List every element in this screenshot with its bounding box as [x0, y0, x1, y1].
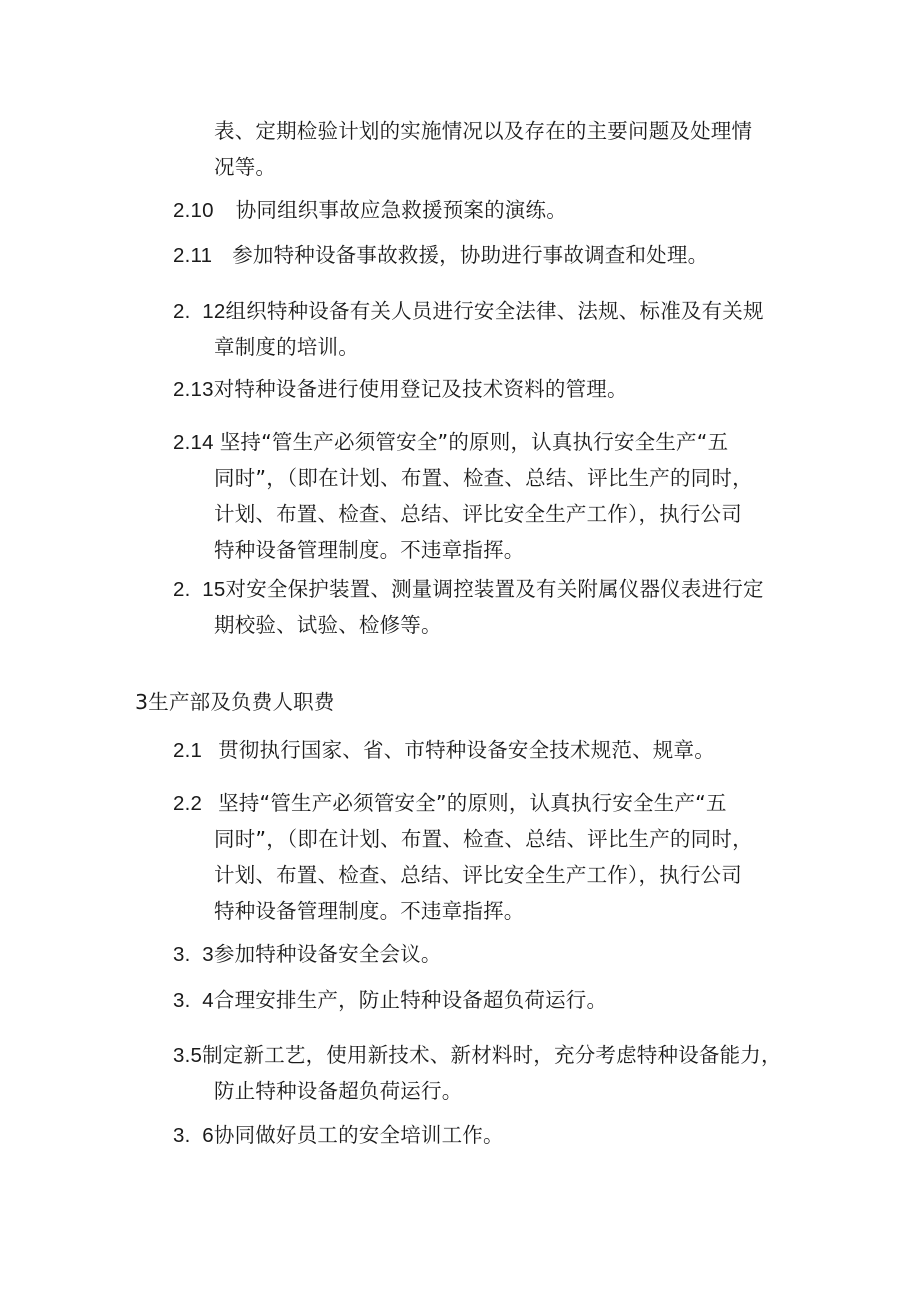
item-text: 坚持“管生产必须管安全”的原则，认真执行安全生产“五 [218, 791, 727, 815]
item-text-continuation: 期校验、试验、检修等。 [214, 613, 442, 637]
paragraph-continuation-line: 表、定期检验计划的实施情况以及存在的主要问题及处理情 [214, 119, 753, 143]
item-text-continuation: 章制度的培训。 [214, 335, 359, 359]
item-text: 贯彻执行国家、省、市特种设备安全技术规范、规章。 [218, 738, 715, 762]
list-item [173, 375, 628, 404]
item-number: 2. 15 [173, 578, 226, 601]
item-number: 2.14 [173, 431, 214, 454]
item-number: 2.10 [173, 199, 214, 222]
item-text-continuation: 特种设备管理制度。不违章指挥。 [214, 538, 525, 562]
section-heading: 3生产部及负费人职费 [135, 690, 335, 714]
list-item [173, 789, 727, 818]
item-text: 参加特种设备事故救援，协助进行事故调查和处理。 [232, 243, 709, 267]
item-text-continuation: 特种设备管理制度。不违章指挥。 [214, 899, 525, 923]
list-item [173, 196, 567, 225]
list-item [173, 940, 442, 969]
item-number: 3. 6 [173, 1124, 214, 1147]
item-text: 组织特种设备有关人员进行安全法律、法规、标准及有关规 [225, 299, 764, 323]
item-text: 制定新工艺，使用新技术、新材料时，充分考虑特种设备能力， [202, 1043, 782, 1067]
list-item [173, 241, 708, 270]
paragraph-continuation-line: 况等。 [214, 155, 277, 179]
list-item [173, 1121, 504, 1150]
item-text: 坚持“管生产必须管安全”的原则，认真执行安全生产“五 [219, 430, 729, 454]
item-text-continuation: 同时”，（即在计划、布置、检查、总结、评比生产的同时， [214, 466, 753, 490]
item-text: 协同做好员工的安全培训工作。 [213, 1123, 504, 1147]
list-item [173, 736, 715, 765]
list-item [173, 297, 764, 326]
item-number: 2.13 [173, 378, 214, 401]
list-item [173, 428, 728, 457]
item-number: 3. 3 [173, 943, 214, 966]
list-item [173, 986, 607, 1015]
item-number: 3. 4 [173, 989, 214, 1012]
item-number: 2. 12 [173, 300, 226, 323]
list-item [173, 575, 764, 604]
item-number: 2.11 [173, 244, 213, 267]
item-text-continuation: 计划、布置、检查、总结、评比安全生产工作），执行公司 [214, 502, 742, 526]
item-number: 3.5 [173, 1044, 203, 1067]
list-item [173, 1041, 782, 1070]
item-text: 对安全保护装置、测量调控装置及有关附属仪器仪表进行定 [225, 577, 764, 601]
item-text: 参加特种设备安全会议。 [213, 942, 442, 966]
item-number: 2.2 [173, 792, 203, 815]
item-text-continuation: 防止特种设备超负荷运行。 [214, 1079, 463, 1103]
item-text: 对特种设备进行使用登记及技术资料的管理。 [213, 377, 628, 401]
item-number: 2.1 [173, 739, 203, 762]
item-text-continuation: 同时”，（即在计划、布置、检查、总结、评比生产的同时， [214, 827, 753, 851]
item-text-continuation: 计划、布置、检查、总结、评比安全生产工作），执行公司 [214, 863, 742, 887]
item-text: 合理安排生产，防止特种设备超负荷运行。 [213, 988, 608, 1012]
item-text: 协同组织事故应急救援预案的演练。 [235, 198, 567, 222]
